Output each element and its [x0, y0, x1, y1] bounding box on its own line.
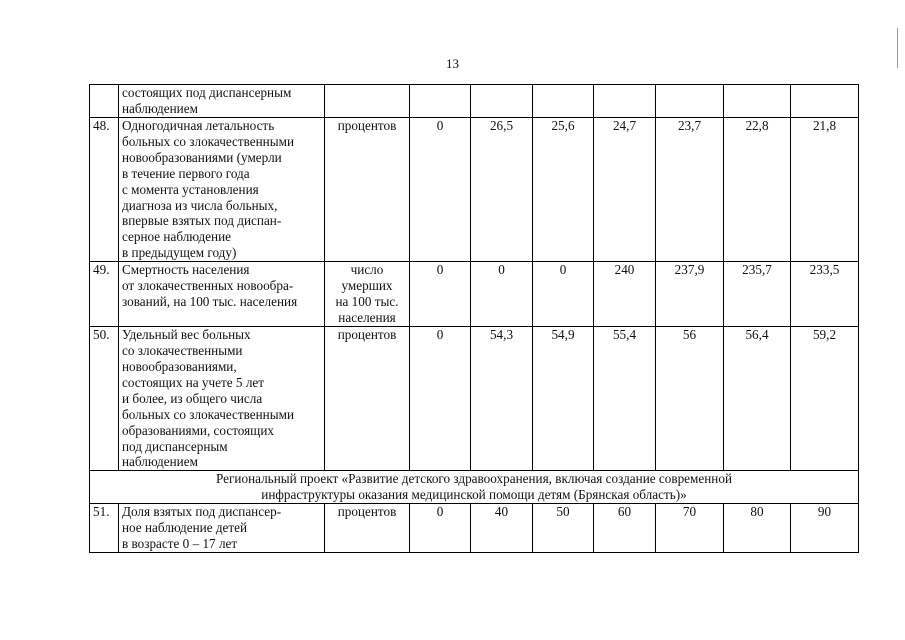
indicator-line: с момента установления — [122, 181, 259, 197]
value-cell — [410, 85, 471, 118]
table-row — [90, 262, 859, 327]
indicator-line: больных со злокачественными — [122, 133, 295, 149]
value-cell: 233,5 — [791, 262, 859, 327]
indicator-line: Одногодичная летальность — [122, 118, 275, 133]
value-cell: 59,2 — [791, 327, 859, 471]
indicator-line: Смертность населения — [122, 262, 250, 278]
indicator-line: новообразованиями (умерли — [122, 149, 282, 165]
table-row — [90, 85, 859, 118]
value-cell — [471, 85, 533, 118]
unit-cell — [325, 327, 410, 471]
value-cell: 237,9 — [656, 262, 724, 327]
indicator-line: диагноза из числа больных, — [122, 197, 278, 213]
unit-cell — [325, 118, 410, 262]
unit-cell — [325, 262, 410, 327]
value-cell: 22,8 — [724, 118, 791, 262]
indicator-cell — [119, 504, 325, 553]
unit-line: на 100 тыс. — [335, 293, 399, 309]
indicator-line: серное наблюдение — [122, 229, 232, 245]
indicator-cell — [119, 262, 325, 327]
indicator-cell — [119, 118, 325, 262]
value-cell — [533, 85, 594, 118]
value-cell: 240 — [594, 262, 656, 327]
value-cell: 50 — [533, 504, 594, 553]
row-number-cell — [90, 85, 119, 118]
project-heading-row — [90, 471, 859, 504]
value-cell: 0 — [533, 262, 594, 327]
indicator-line: состоящих на учете 5 лет — [122, 374, 265, 390]
indicator-line: образованиями, состоящих — [122, 422, 274, 438]
value-cell — [594, 85, 656, 118]
table-row — [90, 504, 859, 553]
row-number-cell: 50. — [90, 327, 119, 471]
value-cell: 90 — [791, 504, 859, 553]
value-cell: 56 — [656, 327, 724, 471]
indicator-line: и более, из общего числа — [122, 390, 263, 406]
value-cell: 0 — [410, 262, 471, 327]
value-cell: 0 — [471, 262, 533, 327]
row-number-cell: 51. — [90, 504, 119, 553]
value-cell: 54,3 — [471, 327, 533, 471]
unit-line: процентов — [337, 327, 397, 343]
indicator-line: от злокачественных новообра- — [122, 278, 294, 294]
indicator-line: состоящих под диспансерным — [122, 85, 292, 100]
value-cell: 23,7 — [656, 118, 724, 262]
indicator-line: ное наблюдение детей — [122, 520, 248, 536]
indicator-line: в возрасте 0 – 17 лет — [122, 536, 238, 552]
value-cell: 40 — [471, 504, 533, 553]
value-cell — [724, 85, 791, 118]
indicator-cell — [119, 327, 325, 471]
value-cell: 21,8 — [791, 118, 859, 262]
value-cell: 56,4 — [724, 327, 791, 471]
value-cell: 24,7 — [594, 118, 656, 262]
page-number: 13 — [446, 56, 459, 71]
value-cell: 0 — [410, 504, 471, 553]
value-cell: 0 — [410, 327, 471, 471]
unit-cell — [325, 85, 410, 118]
value-cell: 55,4 — [594, 327, 656, 471]
indicator-cell — [119, 85, 325, 118]
value-cell: 80 — [724, 504, 791, 553]
value-cell: 54,9 — [533, 327, 594, 471]
indicator-line: новообразованиями, — [122, 358, 237, 374]
value-cell: 0 — [410, 118, 471, 262]
row-number-cell: 49. — [90, 262, 119, 327]
table-row — [90, 118, 859, 262]
indicator-line: зований, на 100 тыс. населения — [122, 293, 298, 309]
unit-line: умерших — [341, 278, 393, 294]
indicator-line: наблюдением — [122, 100, 198, 116]
unit-line: населения — [338, 309, 396, 325]
indicator-line: наблюдением — [122, 454, 198, 470]
indicator-line: Доля взятых под диспансер- — [122, 504, 282, 520]
indicator-line: в течение первого года — [122, 165, 250, 181]
value-cell: 60 — [594, 504, 656, 553]
unit-line: процентов — [337, 118, 397, 133]
margin-mark — [897, 28, 898, 68]
unit-line: число — [350, 262, 384, 278]
value-cell — [656, 85, 724, 118]
indicator-line: со злокачественными — [122, 343, 243, 359]
project-heading-line: Региональный проект «Развитие детского здравоохранения, включая создание современной — [216, 471, 732, 487]
table-row — [90, 327, 859, 471]
indicator-line: под диспансерным — [122, 438, 228, 454]
value-cell: 235,7 — [724, 262, 791, 327]
unit-cell — [325, 504, 410, 553]
value-cell: 25,6 — [533, 118, 594, 262]
row-number-cell: 48. — [90, 118, 119, 262]
project-heading-line: инфраструктуры оказания медицинской помощи детям (Брянская область)» — [261, 487, 687, 503]
value-cell: 26,5 — [471, 118, 533, 262]
indicators-table — [89, 84, 859, 553]
value-cell — [791, 85, 859, 118]
indicator-line: в предыдущем году) — [122, 245, 237, 261]
indicator-line: Удельный вес больных — [122, 327, 251, 343]
indicator-line: впервые взятых под диспан- — [122, 213, 282, 229]
indicator-line: больных со злокачественными — [122, 406, 295, 422]
value-cell: 70 — [656, 504, 724, 553]
unit-line: процентов — [337, 504, 397, 520]
project-heading — [90, 471, 859, 504]
